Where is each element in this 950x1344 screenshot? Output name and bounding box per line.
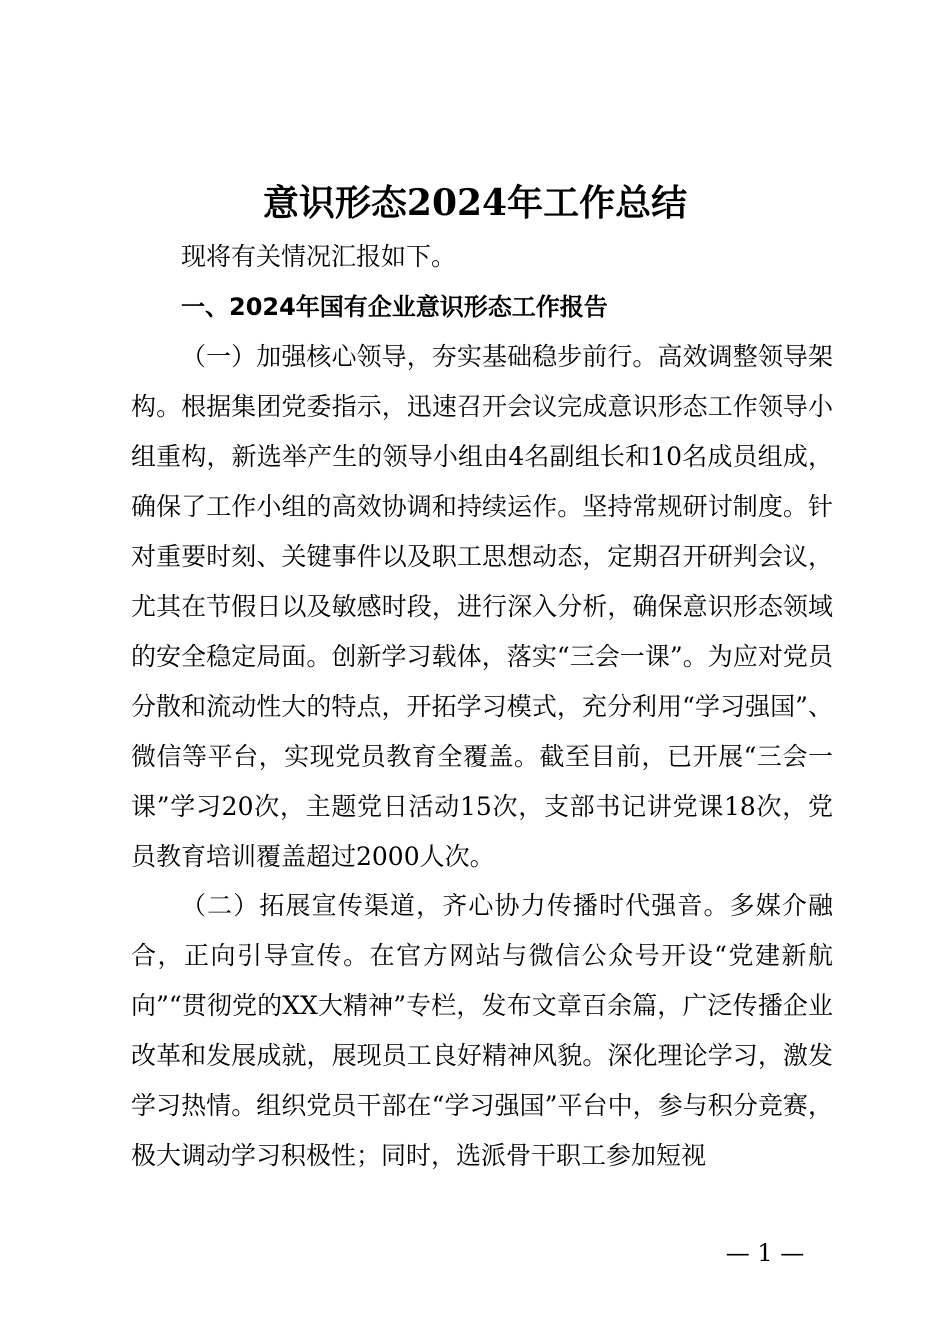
document-title: 意识形态2024年工作总结 [262, 182, 688, 224]
section-heading: 一、2024年国有企业意识形态工作报告 [181, 293, 608, 321]
intro-paragraph: 现将有关情况汇报如下。 [181, 242, 457, 271]
body-paragraph-1: （一）加强核心领导，夯实基础稳步前行。高效调整领导架构。根据集团党委指示，迅速召开会议完成意识形态工作领导小组重构，新选举产生的领导小组由4名副组长和10名成员组成，确保了工作小组的高效协调和持续运作。坚持常规研讨制度。针对重要时刻、关键事件以及职工思想动态，定期召开研判会议，尤其在节假日以及敏感时段，进行深入分析，确保意识形态领域的安全稳定局面。创新学习载体，落实“三会一课”。为应对党员分散和流动性大的特点，开拓学习模式，充分利用“学习强国”、微信等平台，实现党员教育全覆盖。截至目前，已开展“三会一课”学习20次，主题党日活动15次，支部书记讲党课18次，党员教育培训覆盖超过2000人次。 [131, 342, 833, 871]
page-number: — 1 — [725, 1239, 805, 1267]
body-paragraph-2: （二）拓展宣传渠道，齐心协力传播时代强音。多媒介融合，正向引导宣传。在官方网站与微信公众号开设“党建新航向”“贯彻党的XX大精神”专栏，发布文章百余篇，广泛传播企业改革和发展成就，展现员工良好精神风貌。深化理论学习，激发学习热情。组织党员干部在“学习强国”平台中，参与积分竞赛，极大调动学习积极性；同时，选派骨干职工参加短视 [131, 891, 833, 1170]
